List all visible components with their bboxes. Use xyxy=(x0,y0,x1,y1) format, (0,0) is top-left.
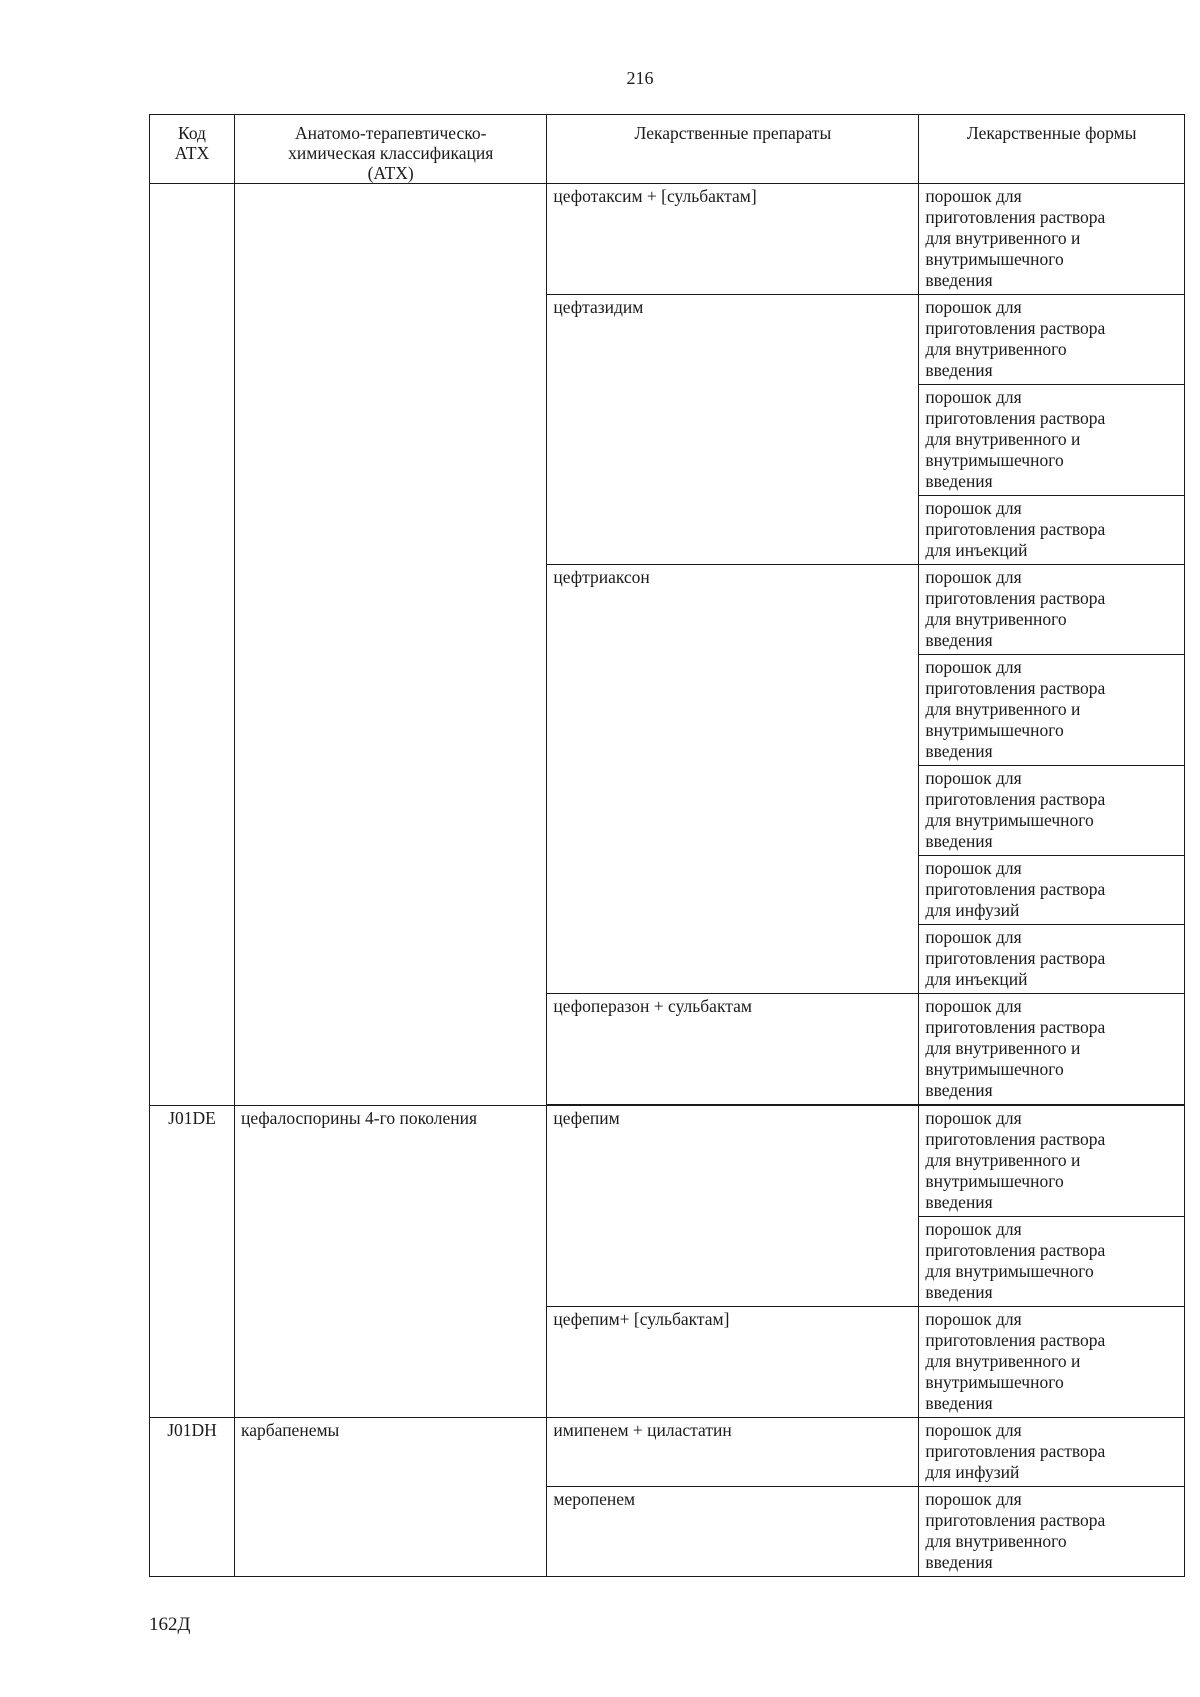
form-cell: порошок для приготовления раствора для внутримышечного введения xyxy=(919,766,1185,856)
form-cell: порошок для приготовления раствора для внутривенного и внутримышечного введения xyxy=(919,655,1185,766)
header-code: Код АТХ xyxy=(150,115,235,184)
table-row xyxy=(150,1418,1185,1487)
drug-cell: цефтриаксон xyxy=(547,565,919,994)
atx-group-cell: цефалоспорины 4-го поколения xyxy=(235,1106,547,1418)
atx-code-cell: J01DH xyxy=(150,1418,235,1577)
page-number: 216 xyxy=(626,68,654,88)
table-row xyxy=(150,184,1185,295)
drug-cell: цефепим xyxy=(547,1106,919,1307)
form-cell: порошок для приготовления раствора для внутривенного и внутримышечного введения xyxy=(919,184,1185,295)
document-code: 162Д xyxy=(149,1614,191,1635)
drug-cell: цефотаксим + [сульбактам] xyxy=(547,184,919,295)
header-classification: Анатомо-терапевтическо- химическая классификация (АТХ) xyxy=(235,115,547,184)
form-cell: порошок для приготовления раствора для внутривенного введения xyxy=(919,295,1185,385)
form-cell: порошок для приготовления раствора для внутривенного введения xyxy=(919,565,1185,655)
table-header-row xyxy=(150,115,1185,184)
drug-cell: цефоперазон + сульбактам xyxy=(547,994,919,1105)
header-forms: Лекарственные формы xyxy=(919,115,1185,184)
drug-cell: имипенем + циластатин xyxy=(547,1418,919,1487)
form-cell: порошок для приготовления раствора для внутривенного введения xyxy=(919,1487,1185,1577)
form-cell: порошок для приготовления раствора для внутривенного и внутримышечного введения xyxy=(919,1106,1185,1217)
form-cell: порошок для приготовления раствора для внутривенного и внутримышечного введения xyxy=(919,385,1185,496)
form-cell: порошок для приготовления раствора для инъекций xyxy=(919,925,1185,994)
form-cell: порошок для приготовления раствора для инъекций xyxy=(919,496,1185,565)
form-cell: порошок для приготовления раствора для инфузий xyxy=(919,856,1185,925)
header-drugs: Лекарственные препараты xyxy=(547,115,919,184)
atx-table xyxy=(149,114,1185,1577)
atx-group-cell: карбапенемы xyxy=(235,1418,547,1577)
drug-cell: цефепим+ [сульбактам] xyxy=(547,1307,919,1418)
drug-cell: цефтазидим xyxy=(547,295,919,565)
form-cell: порошок для приготовления раствора для внутримышечного введения xyxy=(919,1217,1185,1307)
drug-cell: меропенем xyxy=(547,1487,919,1577)
form-cell: порошок для приготовления раствора для инфузий xyxy=(919,1418,1185,1487)
table-row xyxy=(150,1106,1185,1217)
classification-cell xyxy=(235,184,547,1106)
form-cell: порошок для приготовления раствора для внутривенного и внутримышечного введения xyxy=(919,994,1185,1105)
code-cell xyxy=(150,184,235,1106)
form-cell: порошок для приготовления раствора для внутривенного и внутримышечного введения xyxy=(919,1307,1185,1418)
atx-code-cell: J01DE xyxy=(150,1106,235,1418)
